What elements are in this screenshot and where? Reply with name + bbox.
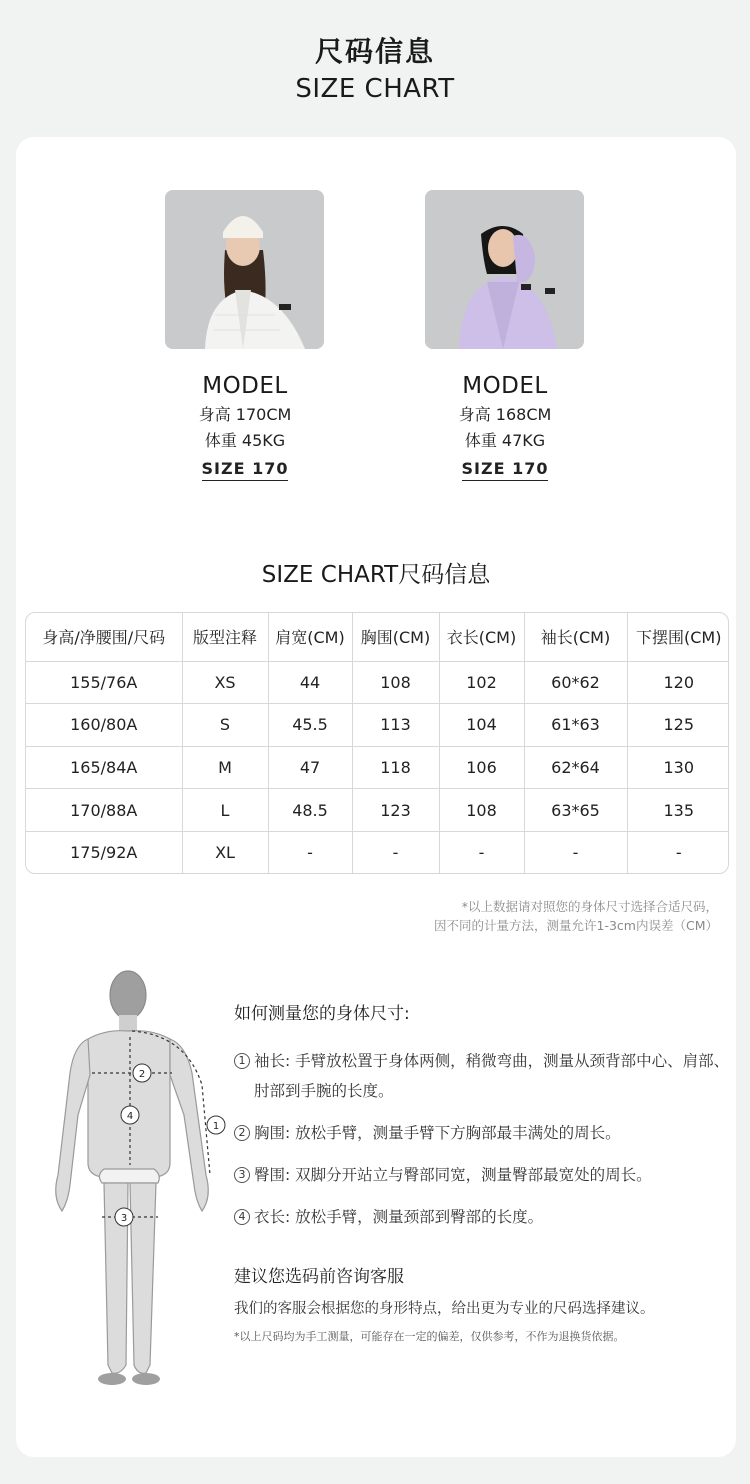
table-cell: XS xyxy=(182,661,268,704)
step-number: 2 xyxy=(234,1125,250,1141)
table-row xyxy=(26,661,729,704)
table-cell: - xyxy=(675,842,682,862)
table-cell: L xyxy=(182,789,268,832)
table-cell: 123 xyxy=(352,789,439,832)
table-cell: 130 xyxy=(627,746,729,789)
table-cell: 108 xyxy=(352,661,439,704)
model-card-2 xyxy=(425,190,585,481)
table-cell: 60*62 xyxy=(524,661,627,704)
table-row xyxy=(26,704,729,747)
table-cell: 155/76A xyxy=(26,661,182,704)
measure-instructions xyxy=(234,999,734,1344)
model-size-1: SIZE 170 xyxy=(202,459,289,481)
body-measurement-figure xyxy=(36,965,226,1395)
table-cell: - xyxy=(439,831,524,873)
table-header: 胸围(CM) xyxy=(352,613,439,661)
figure-label-1: 1 xyxy=(212,1121,220,1132)
table-cell: 118 xyxy=(352,746,439,789)
table-row xyxy=(26,831,729,873)
table-cell: 135 xyxy=(627,789,729,832)
model-size-2: SIZE 170 xyxy=(462,459,549,481)
table-cell: 108 xyxy=(439,789,524,832)
step-text: 衣长: 放松手臂，测量颈部到臀部的长度。 xyxy=(254,1208,544,1226)
size-chart-note xyxy=(434,897,718,935)
step-text: 胸围: 放松手臂，测量手臂下方胸部最丰满处的周长。 xyxy=(254,1124,621,1142)
page-title-en: SIZE CHART xyxy=(295,74,455,104)
step-number: 3 xyxy=(234,1167,250,1183)
measure-step xyxy=(234,1118,734,1148)
table-cell: 104 xyxy=(439,704,524,747)
model-name-2: MODEL xyxy=(462,373,548,399)
measure-title: 如何测量您的身体尺寸: xyxy=(234,1004,410,1024)
advice-body: 我们的客服会根据您的身形特点，给出更为专业的尺码选择建议。 xyxy=(234,1301,655,1317)
model-photo-2 xyxy=(425,190,584,349)
size-chart-note-line-1: *以上数据请对照您的身体尺寸选择合适尺码， xyxy=(461,899,718,914)
table-cell: 63*65 xyxy=(524,789,627,832)
figure-label-3: 3 xyxy=(120,1213,128,1224)
step-number: 1 xyxy=(234,1053,250,1069)
model-photo-1 xyxy=(165,190,324,349)
table-cell: S xyxy=(182,704,268,747)
table-cell: 44 xyxy=(268,661,352,704)
table-cell: 45.5 xyxy=(268,704,352,747)
size-chart-note-line-2: 因不同的计量方法，测量允许1-3cm内误差（CM） xyxy=(434,918,718,933)
table-cell: - xyxy=(524,831,627,873)
table-header: 袖长(CM) xyxy=(524,613,627,661)
table-header: 衣长(CM) xyxy=(439,613,524,661)
table-row xyxy=(26,746,729,789)
model-height-1: 身高 170CM xyxy=(198,405,292,424)
table-cell: 170/88A xyxy=(26,789,182,832)
model-weight-1: 体重 45KG xyxy=(204,431,286,450)
table-cell: 125 xyxy=(627,704,729,747)
step-number: 4 xyxy=(234,1209,250,1225)
table-cell: - xyxy=(268,831,352,873)
table-cell: 175/92A xyxy=(26,831,182,873)
figure-label-4: 4 xyxy=(126,1111,134,1122)
table-cell: 62*64 xyxy=(524,746,627,789)
table-cell: M xyxy=(182,746,268,789)
table-cell: 120 xyxy=(627,661,729,704)
table-cell: 102 xyxy=(439,661,524,704)
table-header: 版型注释 xyxy=(182,613,268,661)
step-text: 臀围: 双脚分开站立与臀部同宽，测量臀部最宽处的周长。 xyxy=(254,1166,652,1184)
size-table xyxy=(25,612,729,874)
table-cell: 61*63 xyxy=(524,704,627,747)
size-card xyxy=(16,137,736,1457)
table-cell: 106 xyxy=(439,746,524,789)
table-cell: 165/84A xyxy=(26,746,182,789)
advice-note: *以上尺码均为手工测量，可能存在一定的偏差，仅供参考，不作为退换货依据。 xyxy=(234,1330,625,1343)
measure-step xyxy=(234,1160,734,1190)
table-cell: XL xyxy=(182,831,268,873)
figure-label-2: 2 xyxy=(138,1069,146,1080)
measure-step xyxy=(234,1202,734,1232)
table-cell: 48.5 xyxy=(268,789,352,832)
measure-step xyxy=(234,1046,734,1106)
model-height-2: 身高 168CM xyxy=(458,405,552,424)
table-header-row xyxy=(26,613,729,661)
step-text: 袖长: 手臂放松置于身体两侧，稍微弯曲，测量从颈背部中心、肩部、肘部到手腕的长度。 xyxy=(254,1052,730,1100)
table-cell: 113 xyxy=(352,704,439,747)
model-card-1 xyxy=(165,190,325,481)
model-name-1: MODEL xyxy=(202,373,288,399)
model-weight-2: 体重 47KG xyxy=(464,431,546,450)
advice-title: 建议您选码前咨询客服 xyxy=(234,1267,404,1287)
page-title-cn: 尺码信息 xyxy=(314,35,435,68)
table-row xyxy=(26,789,729,832)
table-header: 身高/净腰围/尺码 xyxy=(26,613,182,661)
table-header: 肩宽(CM) xyxy=(268,613,352,661)
table-cell: 47 xyxy=(268,746,352,789)
table-header: 下摆围(CM) xyxy=(627,613,729,661)
table-cell: - xyxy=(352,831,439,873)
table-cell: 160/80A xyxy=(26,704,182,747)
size-chart-title: SIZE CHART尺码信息 xyxy=(261,562,491,588)
